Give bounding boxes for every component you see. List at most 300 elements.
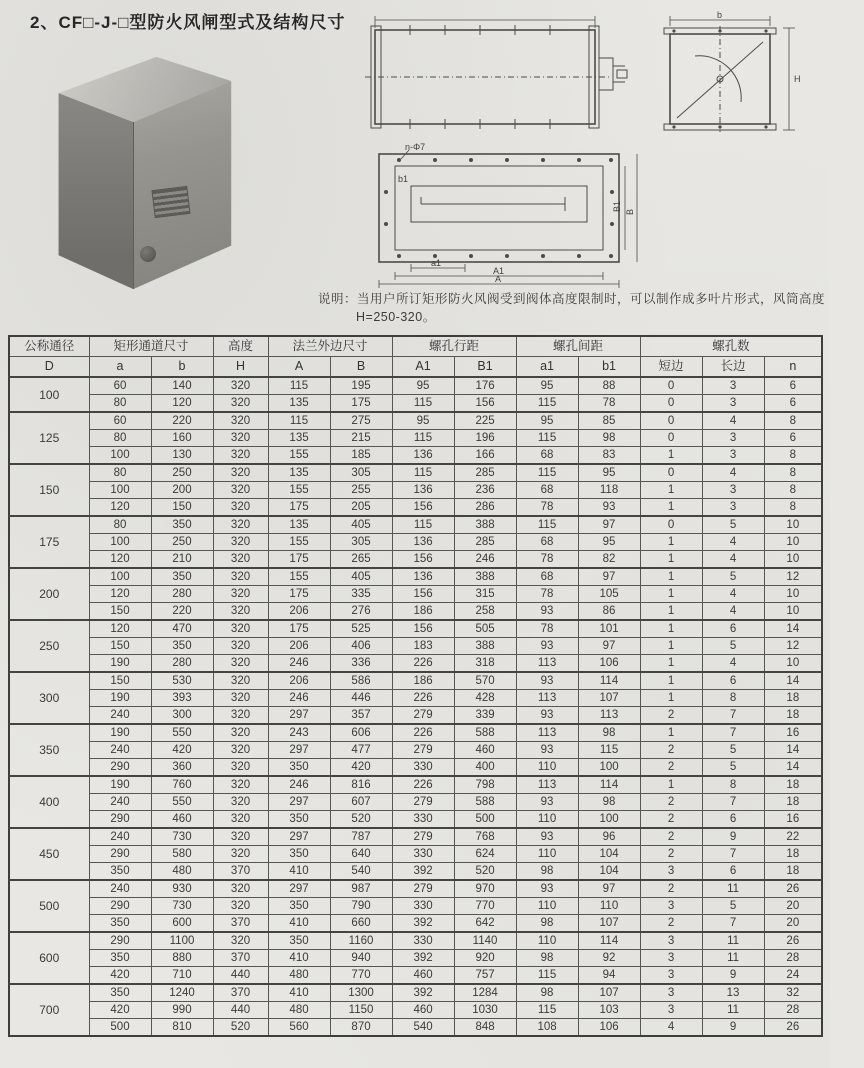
table-cell: 4 xyxy=(702,412,764,430)
table-cell: 136 xyxy=(392,534,454,551)
table-cell: 104 xyxy=(578,846,640,863)
table-cell: 20 xyxy=(764,915,822,933)
table-cell: 113 xyxy=(516,776,578,794)
table-cell: 1 xyxy=(640,724,702,742)
table-cell: 95 xyxy=(578,464,640,482)
table-cell: 2 xyxy=(640,759,702,777)
table-row xyxy=(9,794,822,811)
table-cell: 10 xyxy=(764,655,822,673)
table-row xyxy=(9,551,822,569)
table-cell: 3 xyxy=(640,950,702,967)
table-cell: 480 xyxy=(268,967,330,985)
table-cell: 113 xyxy=(516,690,578,707)
cell-nominal-diameter: 100 xyxy=(9,377,89,412)
table-cell: 78 xyxy=(516,586,578,603)
table-cell: 108 xyxy=(516,1019,578,1037)
table-cell: 607 xyxy=(330,794,392,811)
table-cell: 360 xyxy=(151,759,213,777)
table-cell: 420 xyxy=(89,1002,151,1019)
table-cell: 588 xyxy=(454,794,516,811)
table-cell: 113 xyxy=(578,707,640,725)
table-cell: 279 xyxy=(392,707,454,725)
table-cell: 85 xyxy=(578,412,640,430)
table-cell: 175 xyxy=(268,551,330,569)
table-cell: 279 xyxy=(392,880,454,898)
table-cell: 320 xyxy=(213,568,268,586)
col-sub-header: 短边 xyxy=(640,357,702,378)
table-cell: 78 xyxy=(516,499,578,517)
table-cell: 580 xyxy=(151,846,213,863)
cell-nominal-diameter: 450 xyxy=(9,828,89,880)
cell-nominal-diameter: 250 xyxy=(9,620,89,672)
table-cell: 28 xyxy=(764,950,822,967)
table-cell: 315 xyxy=(454,586,516,603)
table-cell: 297 xyxy=(268,707,330,725)
table-cell: 790 xyxy=(330,898,392,915)
end-view-height-label: H xyxy=(794,74,801,84)
table-cell: 97 xyxy=(578,638,640,655)
table-cell: 420 xyxy=(151,742,213,759)
col-sub-header: B xyxy=(330,357,392,378)
table-cell: 440 xyxy=(213,967,268,985)
table-cell: 185 xyxy=(330,447,392,465)
table-cell: 22 xyxy=(764,828,822,846)
table-cell: 155 xyxy=(268,447,330,465)
table-cell: 624 xyxy=(454,846,516,863)
table-cell: 848 xyxy=(454,1019,516,1037)
table-cell: 10 xyxy=(764,603,822,621)
table-cell: 95 xyxy=(516,377,578,395)
table-cell: 135 xyxy=(268,395,330,413)
table-cell: 330 xyxy=(392,811,454,829)
table-cell: 18 xyxy=(764,794,822,811)
table-cell: 350 xyxy=(268,846,330,863)
table-cell: 206 xyxy=(268,603,330,621)
table-cell: 297 xyxy=(268,794,330,811)
side-view-drawing xyxy=(365,16,627,129)
table-cell: 350 xyxy=(151,568,213,586)
table-cell: 710 xyxy=(151,967,213,985)
table-cell: 18 xyxy=(764,707,822,725)
table-cell: 392 xyxy=(392,915,454,933)
table-cell: 606 xyxy=(330,724,392,742)
table-cell: 1 xyxy=(640,620,702,638)
table-cell: 4 xyxy=(702,586,764,603)
table-cell: 3 xyxy=(640,967,702,985)
table-cell: 107 xyxy=(578,690,640,707)
table-cell: 115 xyxy=(516,464,578,482)
col-sub-header: b xyxy=(151,357,213,378)
table-cell: 255 xyxy=(330,482,392,499)
table-cell: 320 xyxy=(213,846,268,863)
table-cell: 987 xyxy=(330,880,392,898)
table-cell: 2 xyxy=(640,794,702,811)
table-cell: 155 xyxy=(268,534,330,551)
col-group-header: 矩形通道尺寸 xyxy=(89,336,213,357)
table-cell: 9 xyxy=(702,967,764,985)
table-cell: 0 xyxy=(640,395,702,413)
table-cell: 246 xyxy=(454,551,516,569)
col-group-header: 螺孔间距 xyxy=(516,336,640,357)
table-row xyxy=(9,811,822,829)
table-cell: 320 xyxy=(213,932,268,950)
table-cell: 105 xyxy=(578,586,640,603)
table-cell: 560 xyxy=(268,1019,330,1037)
table-row xyxy=(9,724,822,742)
table-cell: 460 xyxy=(454,742,516,759)
table-cell: 175 xyxy=(268,586,330,603)
table-cell: 570 xyxy=(454,672,516,690)
table-cell: 1 xyxy=(640,586,702,603)
product-photo xyxy=(55,52,233,294)
table-cell: 816 xyxy=(330,776,392,794)
table-cell: 93 xyxy=(578,499,640,517)
table-cell: 540 xyxy=(392,1019,454,1037)
table-cell: 279 xyxy=(392,794,454,811)
table-cell: 392 xyxy=(392,950,454,967)
table-row xyxy=(9,828,822,846)
table-cell: 320 xyxy=(213,724,268,742)
table-cell: 240 xyxy=(89,828,151,846)
table-row xyxy=(9,534,822,551)
table-cell: 297 xyxy=(268,828,330,846)
table-cell: 279 xyxy=(392,742,454,759)
table-cell: 297 xyxy=(268,742,330,759)
table-cell: 5 xyxy=(702,742,764,759)
table-cell: 336 xyxy=(330,655,392,673)
table-cell: 4 xyxy=(702,534,764,551)
table-cell: 210 xyxy=(151,551,213,569)
table-cell: 5 xyxy=(702,516,764,534)
table-cell: 1 xyxy=(640,568,702,586)
table-cell: 130 xyxy=(151,447,213,465)
table-cell: 226 xyxy=(392,724,454,742)
table-cell: 1 xyxy=(640,638,702,655)
table-cell: 97 xyxy=(578,880,640,898)
table-cell: 5 xyxy=(702,568,764,586)
table-cell: 11 xyxy=(702,950,764,967)
table-cell: 320 xyxy=(213,759,268,777)
table-cell: 410 xyxy=(268,863,330,881)
table-cell: 8 xyxy=(764,482,822,499)
table-cell: 320 xyxy=(213,655,268,673)
table-cell: 136 xyxy=(392,482,454,499)
table-cell: 120 xyxy=(89,499,151,517)
table-cell: 420 xyxy=(330,759,392,777)
table-cell: 350 xyxy=(268,932,330,950)
col-sub-header: b1 xyxy=(578,357,640,378)
table-cell: 190 xyxy=(89,776,151,794)
table-cell: 12 xyxy=(764,638,822,655)
table-cell: 370 xyxy=(213,863,268,881)
table-cell: 320 xyxy=(213,586,268,603)
col-sub-header: A xyxy=(268,357,330,378)
table-cell: 113 xyxy=(516,724,578,742)
table-cell: 330 xyxy=(392,898,454,915)
table-cell: 370 xyxy=(213,950,268,967)
plan-left-label: b1 xyxy=(398,174,409,184)
table-cell: 140 xyxy=(151,377,213,395)
table-cell: 93 xyxy=(516,638,578,655)
table-cell: 95 xyxy=(392,377,454,395)
col-group-header: 法兰外边尺寸 xyxy=(268,336,392,357)
table-cell: 3 xyxy=(640,932,702,950)
table-head xyxy=(9,336,822,377)
table-cell: 1140 xyxy=(454,932,516,950)
col-sub-header: D xyxy=(9,357,89,378)
table-cell: 305 xyxy=(330,534,392,551)
table-cell: 730 xyxy=(151,828,213,846)
table-cell: 3 xyxy=(702,447,764,465)
table-cell: 68 xyxy=(516,482,578,499)
table-cell: 320 xyxy=(213,672,268,690)
table-cell: 640 xyxy=(330,846,392,863)
table-cell: 787 xyxy=(330,828,392,846)
table-row xyxy=(9,655,822,673)
table-cell: 320 xyxy=(213,828,268,846)
cell-nominal-diameter: 150 xyxy=(9,464,89,516)
table-cell: 880 xyxy=(151,950,213,967)
table-row xyxy=(9,586,822,603)
table-cell: 320 xyxy=(213,551,268,569)
table-cell: 243 xyxy=(268,724,330,742)
table-cell: 318 xyxy=(454,655,516,673)
table-row xyxy=(9,430,822,447)
table-cell: 6 xyxy=(702,620,764,638)
table-cell: 2 xyxy=(640,811,702,829)
table-cell: 95 xyxy=(578,534,640,551)
table-cell: 98 xyxy=(516,984,578,1002)
table-cell: 175 xyxy=(330,395,392,413)
table-cell: 330 xyxy=(392,759,454,777)
table-row xyxy=(9,932,822,950)
cell-nominal-diameter: 125 xyxy=(9,412,89,464)
table-cell: 226 xyxy=(392,655,454,673)
table-cell: 290 xyxy=(89,898,151,915)
table-cell: 18 xyxy=(764,846,822,863)
table-row xyxy=(9,447,822,465)
col-sub-header: B1 xyxy=(454,357,516,378)
table-cell: 4 xyxy=(702,464,764,482)
table-cell: 770 xyxy=(330,967,392,985)
dimension-table-wrap xyxy=(8,335,822,1037)
table-cell: 258 xyxy=(454,603,516,621)
table-cell: 285 xyxy=(454,464,516,482)
table-body xyxy=(9,377,822,1036)
table-cell: 810 xyxy=(151,1019,213,1037)
table-row xyxy=(9,863,822,881)
cell-nominal-diameter: 200 xyxy=(9,568,89,620)
table-cell: 1 xyxy=(640,655,702,673)
table-cell: 115 xyxy=(516,430,578,447)
table-cell: 320 xyxy=(213,742,268,759)
table-cell: 11 xyxy=(702,880,764,898)
table-cell: 156 xyxy=(392,499,454,517)
table-cell: 96 xyxy=(578,828,640,846)
table-cell: 206 xyxy=(268,672,330,690)
table-cell: 520 xyxy=(213,1019,268,1037)
table-cell: 300 xyxy=(151,707,213,725)
table-cell: 460 xyxy=(392,1002,454,1019)
table-cell: 410 xyxy=(268,950,330,967)
table-cell: 1 xyxy=(640,534,702,551)
cell-nominal-diameter: 350 xyxy=(9,724,89,776)
table-cell: 246 xyxy=(268,776,330,794)
table-cell: 93 xyxy=(516,672,578,690)
table-cell: 115 xyxy=(516,395,578,413)
table-cell: 1284 xyxy=(454,984,516,1002)
table-cell: 0 xyxy=(640,430,702,447)
photo-grille xyxy=(151,185,190,217)
table-cell: 114 xyxy=(578,932,640,950)
table-cell: 3 xyxy=(702,395,764,413)
table-cell: 94 xyxy=(578,967,640,985)
table-cell: 8 xyxy=(702,690,764,707)
table-cell: 410 xyxy=(268,915,330,933)
table-cell: 26 xyxy=(764,932,822,950)
table-cell: 3 xyxy=(640,863,702,881)
table-cell: 440 xyxy=(213,1002,268,1019)
table-cell: 115 xyxy=(392,395,454,413)
table-cell: 798 xyxy=(454,776,516,794)
table-cell: 460 xyxy=(151,811,213,829)
table-row xyxy=(9,377,822,395)
table-cell: 80 xyxy=(89,464,151,482)
table-cell: 2 xyxy=(640,846,702,863)
table-cell: 7 xyxy=(702,794,764,811)
table-cell: 110 xyxy=(516,846,578,863)
table-cell: 0 xyxy=(640,377,702,395)
table-cell: 2 xyxy=(640,742,702,759)
table-cell: 101 xyxy=(578,620,640,638)
table-cell: 525 xyxy=(330,620,392,638)
table-cell: 7 xyxy=(702,846,764,863)
table-cell: 6 xyxy=(702,672,764,690)
table-cell: 350 xyxy=(89,915,151,933)
cell-nominal-diameter: 300 xyxy=(9,672,89,724)
table-cell: 279 xyxy=(392,828,454,846)
table-cell: 320 xyxy=(213,516,268,534)
table-cell: 0 xyxy=(640,464,702,482)
table-cell: 970 xyxy=(454,880,516,898)
table-cell: 220 xyxy=(151,412,213,430)
table-cell: 98 xyxy=(516,950,578,967)
table-cell: 175 xyxy=(268,620,330,638)
table-cell: 93 xyxy=(516,880,578,898)
table-cell: 588 xyxy=(454,724,516,742)
table-cell: 1 xyxy=(640,603,702,621)
table-cell: 100 xyxy=(89,568,151,586)
table-cell: 550 xyxy=(151,724,213,742)
table-cell: 107 xyxy=(578,984,640,1002)
table-cell: 330 xyxy=(392,846,454,863)
table-cell: 110 xyxy=(578,898,640,915)
page-title: 2、CF□-J-□型防火风闸型式及结构尺寸 xyxy=(30,13,346,32)
table-cell: 320 xyxy=(213,880,268,898)
table-cell: 500 xyxy=(454,811,516,829)
table-cell: 135 xyxy=(268,516,330,534)
table-cell: 339 xyxy=(454,707,516,725)
table-cell: 405 xyxy=(330,516,392,534)
table-cell: 110 xyxy=(516,811,578,829)
table-cell: 530 xyxy=(151,672,213,690)
table-cell: 286 xyxy=(454,499,516,517)
table-cell: 135 xyxy=(268,430,330,447)
table-cell: 150 xyxy=(89,603,151,621)
table-cell: 68 xyxy=(516,568,578,586)
table-cell: 350 xyxy=(268,811,330,829)
table-cell: 0 xyxy=(640,412,702,430)
table-cell: 83 xyxy=(578,447,640,465)
table-cell: 16 xyxy=(764,724,822,742)
table-cell: 120 xyxy=(89,551,151,569)
table-row xyxy=(9,638,822,655)
table-cell: 26 xyxy=(764,1019,822,1037)
table-row xyxy=(9,742,822,759)
table-cell: 78 xyxy=(516,620,578,638)
table-cell: 100 xyxy=(89,482,151,499)
table-cell: 95 xyxy=(392,412,454,430)
table-cell: 190 xyxy=(89,724,151,742)
table-cell: 870 xyxy=(330,1019,392,1037)
table-cell: 330 xyxy=(392,932,454,950)
table-cell: 80 xyxy=(89,395,151,413)
table-cell: 320 xyxy=(213,499,268,517)
table-cell: 10 xyxy=(764,586,822,603)
table-cell: 240 xyxy=(89,880,151,898)
table-cell: 320 xyxy=(213,620,268,638)
table-cell: 350 xyxy=(151,516,213,534)
table-cell: 68 xyxy=(516,447,578,465)
table-cell: 225 xyxy=(454,412,516,430)
table-cell: 320 xyxy=(213,638,268,655)
table-cell: 115 xyxy=(268,377,330,395)
table-cell: 7 xyxy=(702,707,764,725)
table-cell: 320 xyxy=(213,603,268,621)
table-cell: 290 xyxy=(89,811,151,829)
plan-view-drawing xyxy=(379,142,637,288)
table-cell: 226 xyxy=(392,776,454,794)
table-cell: 4 xyxy=(702,603,764,621)
table-cell: 320 xyxy=(213,898,268,915)
table-cell: 3 xyxy=(702,430,764,447)
table-cell: 350 xyxy=(151,638,213,655)
table-cell: 95 xyxy=(516,412,578,430)
table-cell: 156 xyxy=(392,551,454,569)
table-cell: 13 xyxy=(702,984,764,1002)
table-cell: 285 xyxy=(454,534,516,551)
table-cell: 290 xyxy=(89,932,151,950)
table-cell: 1240 xyxy=(151,984,213,1002)
table-row xyxy=(9,898,822,915)
table-cell: 480 xyxy=(268,1002,330,1019)
table-cell: 103 xyxy=(578,1002,640,1019)
table-cell: 480 xyxy=(151,863,213,881)
table-cell: 7 xyxy=(702,915,764,933)
table-cell: 7 xyxy=(702,724,764,742)
photo-seam xyxy=(133,122,134,289)
table-row xyxy=(9,984,822,1002)
table-cell: 388 xyxy=(454,516,516,534)
cell-nominal-diameter: 500 xyxy=(9,880,89,932)
table-cell: 115 xyxy=(516,516,578,534)
plan-holes-label: n-Φ7 xyxy=(405,142,426,152)
technical-drawings xyxy=(365,10,825,288)
table-row xyxy=(9,707,822,725)
table-cell: 24 xyxy=(764,967,822,985)
table-cell: 6 xyxy=(764,377,822,395)
table-cell: 8 xyxy=(702,776,764,794)
